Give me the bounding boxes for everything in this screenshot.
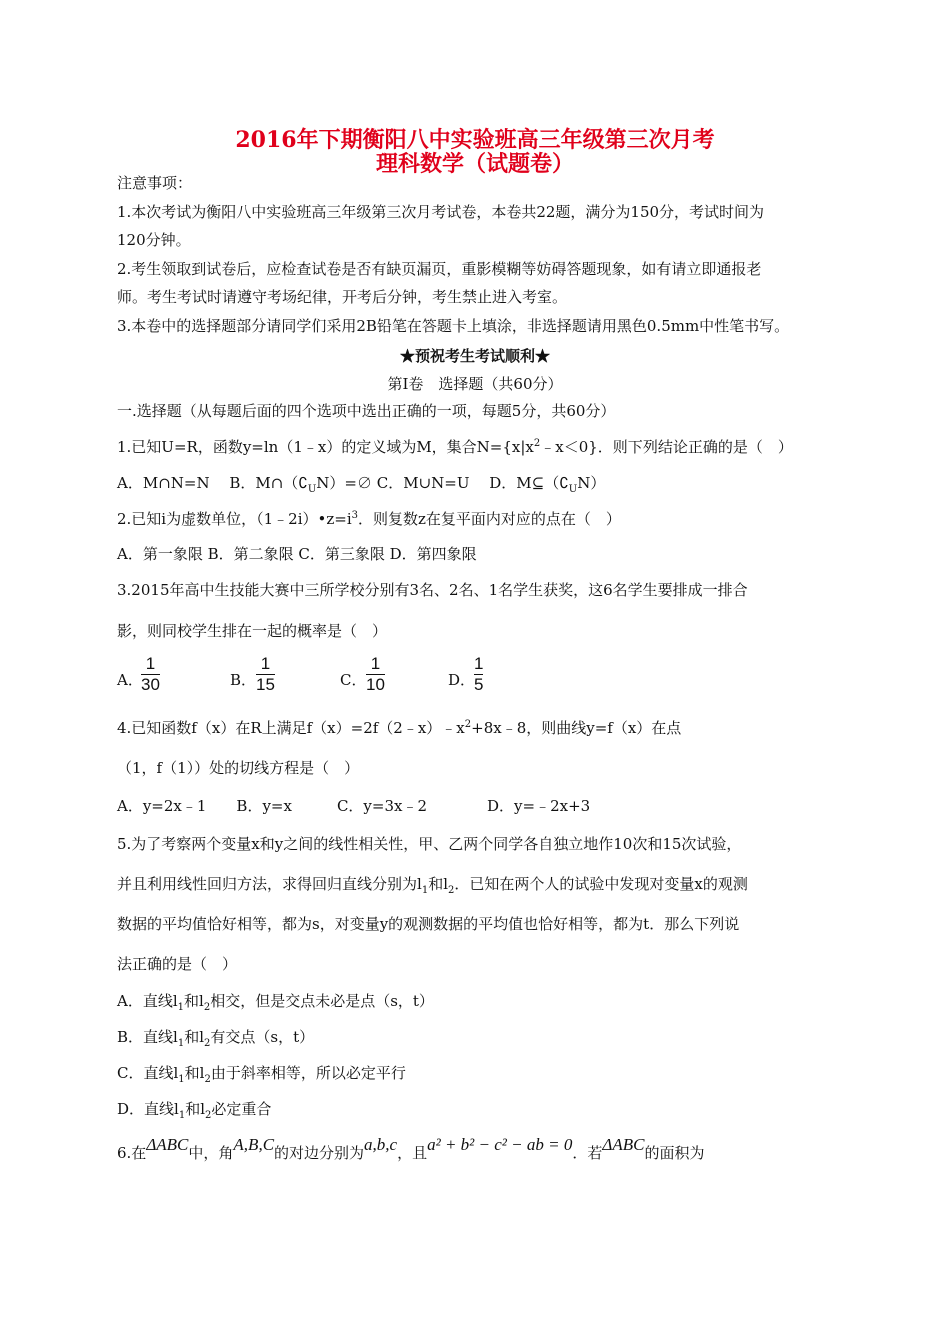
question-5-option-d: D．直线$l_1$和$l_2$必定重合 [117, 1100, 272, 1121]
question-5-stem-4: 法正确的是（ ） [117, 955, 238, 973]
notice-item-2: 2.考生领取到试卷后，应检查试卷是否有缺页漏页，重影模糊等妨碍答题现象，如有请立即通报老 [117, 260, 762, 278]
notice-item-2-cont: 师。考生考试时请遵守考场纪律，开考后分钟，考生禁止进入考室。 [117, 288, 568, 306]
question-2-options: A．第一象限 B．第二象限 C．第三象限 D．第四象限 [117, 545, 477, 563]
question-5-option-c: C．直线$l_1$和$l_2$由于斜率相等，所以必定平行 [117, 1064, 406, 1085]
q3-option-b-label: B． [230, 671, 257, 689]
question-4-options: A．y=2x﹣1 B．y=x C．y=3x﹣2 D．y=﹣2x+3 [117, 797, 591, 815]
notice-item-3: 3.本卷中的选择题部分请同学们采用2B铅笔在答题卡上填涂，非选择题请用黑色0.5mm中性笔书写。 [117, 317, 790, 335]
question-5-stem-2: 并且利用线性回归方法，求得回归直线分别为$l_1$和$l_2$．已知在两个人的试验中发现对变量x的观测 [117, 875, 748, 896]
question-1-stem: 1.已知U=R，函数y=ln（1﹣x）的定义域为M，集合$N=\{x|x^2﹣x<0\}$．则下列结论正确的是（ ） [117, 438, 793, 456]
exam-title: 2016年下期衡阳八中实验班高三年级第三次月考 [235, 127, 715, 153]
q3-option-a-label: A． [117, 671, 143, 689]
question-1-options: A．M∩N=N B．$M\cap(∁_UN)=\emptyset$ C．M∪N=U D．$M⊆(∁_UN)$ [117, 474, 606, 495]
question-5-option-b: B．直线$l_1$和$l_2$有交点（s，t） [117, 1028, 315, 1049]
q3-option-c-label: C． [340, 671, 367, 689]
part-title: 第Ⅰ卷 选择题（共60分） [387, 375, 563, 393]
question-3-stem: 3.2015年高中生技能大赛中三所学校分别有3名、2名、1名学生获奖，这6名学生要排成一排合 [117, 581, 748, 599]
exam-subtitle: 理科数学（试题卷） [375, 151, 574, 177]
question-4-stem-cont: （1，f（1））处的切线方程是（ ） [117, 759, 360, 777]
question-2-stem: 2.已知i为虚数单位，$(1﹣2i)•z=i^3$．则复数z在复平面内对应的点在（ ） [117, 510, 621, 528]
question-4-stem: 4.已知函数f（x）在R上满足$f(x)=2f(2﹣x)﹣x^2+8x﹣8$，则曲线y=f（x）在点 [117, 719, 682, 737]
section-instruction: 一.选择题（从每题后面的四个选项中选出正确的一项，每题5分，共60分） [117, 402, 616, 420]
q3-option-b-fraction: 1 15 [256, 654, 275, 694]
question-6-stem: 6.在ΔABC中，角A,B,C的对边分别为a,b,c，且a² + b² − c² − ab = 0．若ΔABC的面积为 [117, 1135, 705, 1162]
blessing-line: ★预祝考生考试顺利★ [399, 347, 550, 365]
notice-item-1-cont: 120分钟。 [117, 231, 191, 249]
question-3-stem-cont: 影，则同校学生排在一起的概率是（ ） [117, 622, 388, 640]
notice-item-1: 1.本次考试为衡阳八中实验班高三年级第三次月考试卷，本卷共22题，满分为150分，考试时间为 [117, 203, 765, 221]
question-5-option-a: A．直线$l_1$和$l_2$相交，但是交点未必是点（s，t） [117, 992, 434, 1013]
question-5-stem: 5.为了考察两个变量x和y之间的线性相关性，甲、乙两个同学各自独立地作10次和15次试验， [117, 835, 742, 853]
q3-option-c-fraction: 1 10 [366, 654, 385, 694]
q3-option-a-fraction: 1 30 [141, 654, 160, 694]
notice-heading: 注意事项： [117, 174, 193, 192]
q3-option-d-label: D． [448, 671, 476, 689]
q3-option-d-fraction: 1 5 [474, 654, 484, 694]
question-5-stem-3: 数据的平均值恰好相等，都为s，对变量y的观测数据的平均值也恰好相等，都为t．那么下列说 [117, 915, 740, 933]
